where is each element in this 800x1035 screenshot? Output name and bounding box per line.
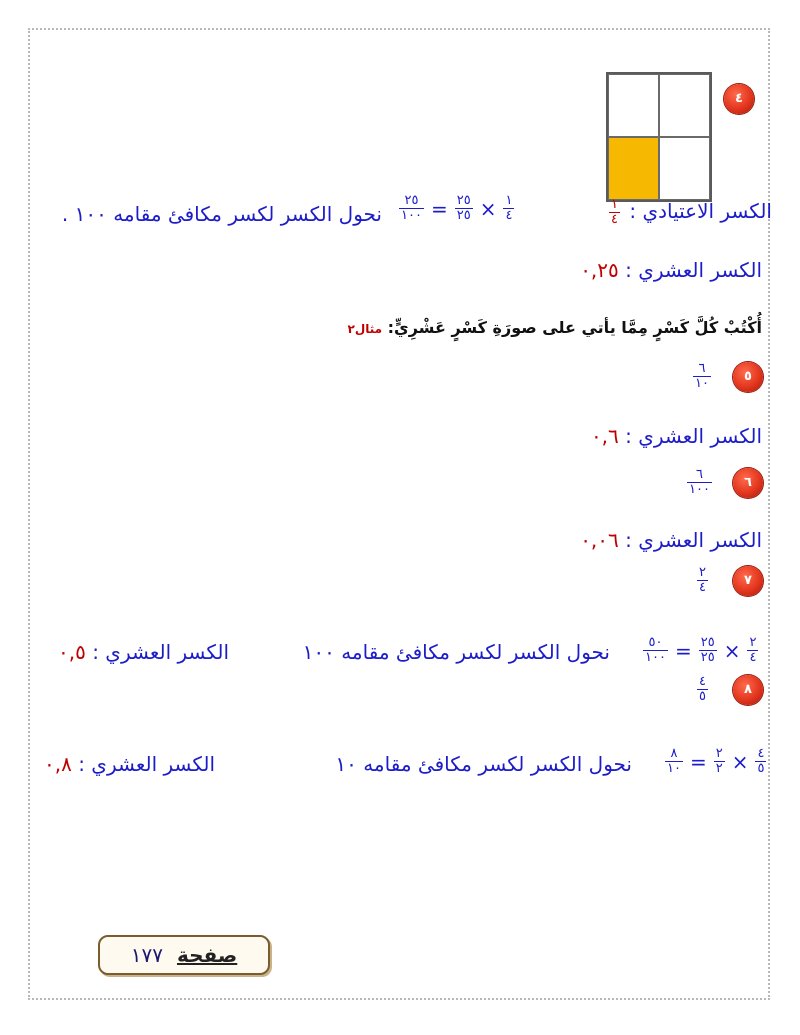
q8-note: نحول الكسر لكسر مكافئ مقامه ١٠ [335,752,632,776]
fraction [503,194,514,223]
numerator: ٥٠ [648,635,663,650]
page-number: ١٧٧ [130,943,163,967]
fraction [687,468,712,497]
q4-common-fraction-line [606,198,772,227]
instruction [347,318,762,337]
fraction [755,747,766,776]
fraction-grid [606,72,712,202]
decimal-answer: ٠,٥ [58,640,86,664]
q8-fraction [694,675,711,704]
grid-cell [659,74,710,137]
numerator: ٢ [715,746,723,761]
q7-fraction [694,566,711,595]
denominator: ١٠٠ [689,482,710,497]
q6-decimal-line [580,528,762,552]
numerator: ٢ [699,565,706,580]
page-label: صفحة [176,943,238,967]
decimal-answer: ٠,٦ [590,424,619,448]
fraction [697,566,708,595]
times-sign: × [479,196,497,221]
common-fraction [609,198,620,227]
numerator: ١ [611,197,618,212]
denominator: ٤ [611,212,618,227]
decimal-answer: ٠,٠٦ [580,528,619,552]
equals-sign: = [430,196,448,221]
question-number-badge: ٦ [733,468,763,498]
fraction [747,636,758,665]
fraction [714,747,725,776]
q6-fraction [684,468,715,497]
grid-cell-shaded [608,137,659,200]
fraction [643,636,668,665]
denominator: ٤ [749,650,757,665]
q8-equation [662,747,769,776]
q4-equation [396,194,517,223]
equals-sign: = [689,749,707,774]
times-sign: × [731,749,749,774]
decimal-label: الكسر العشري : [625,424,762,448]
q5-fraction [690,362,714,391]
fraction [399,194,424,223]
decimal-label: الكسر العشري : [625,528,762,552]
q5-decimal-line [591,424,762,448]
question-number-badge: ٥ [733,362,763,392]
q8-decimal-line [44,752,215,776]
denominator: ٢ [715,761,723,776]
q4-decimal-line [580,258,762,282]
question-number-badge: ٨ [733,675,763,705]
q4-note: نحول الكسر لكسر مكافئ مقامه ١٠٠ . [61,202,382,226]
denominator: ٤ [699,580,706,595]
denominator: ٥ [757,761,765,776]
numerator: ٦ [698,361,706,376]
denominator: ٢٥ [700,650,715,665]
denominator: ٤ [505,208,513,223]
denominator: ٥ [699,689,706,704]
q7-note: نحول الكسر لكسر مكافئ مقامه ١٠٠ [302,640,610,664]
example-reference: مثال٢ [347,322,383,336]
denominator: ٢٥ [456,208,471,223]
fraction [693,362,711,391]
decimal-answer: ٠,٨ [44,752,72,776]
decimal-label: الكسر العشري : [625,258,762,282]
decimal-label: الكسر العشري : [92,640,230,664]
decimal-label: الكسر العشري : [78,752,216,776]
times-sign: × [723,638,741,663]
grid-cell [608,74,659,137]
grid-cell [659,137,710,200]
numerator: ٢ [749,635,757,650]
decimal-answer: ٠,٢٥ [580,258,619,282]
q7-decimal-line [58,640,229,664]
fraction [699,636,717,665]
numerator: ٤ [757,746,765,761]
page-number-badge [98,935,270,975]
numerator: ٢٥ [404,193,419,208]
instruction-text: أُكْتُبْ كُلَّ كَسْرٍ مِمَّا يأتي على صورَةِ كَسْرٍ عَشْرِيٍّ: [387,318,762,337]
numerator: ١ [505,193,513,208]
numerator: ٨ [670,746,678,761]
fraction [665,747,683,776]
denominator: ١٠ [695,376,709,391]
numerator: ٦ [695,467,703,482]
numerator: ٢٥ [700,635,715,650]
equals-sign: = [674,638,692,663]
denominator: ١٠٠ [401,208,422,223]
question-number-badge: ٧ [733,566,763,596]
numerator: ٢٥ [456,193,471,208]
fraction [697,675,708,704]
denominator: ١٠ [667,761,681,776]
denominator: ١٠٠ [645,650,666,665]
q7-equation [640,636,761,665]
common-fraction-label: الكسر الاعتيادي : [629,199,772,223]
numerator: ٤ [699,674,706,689]
fraction [455,194,473,223]
question-number-badge: ٤ [724,84,754,114]
